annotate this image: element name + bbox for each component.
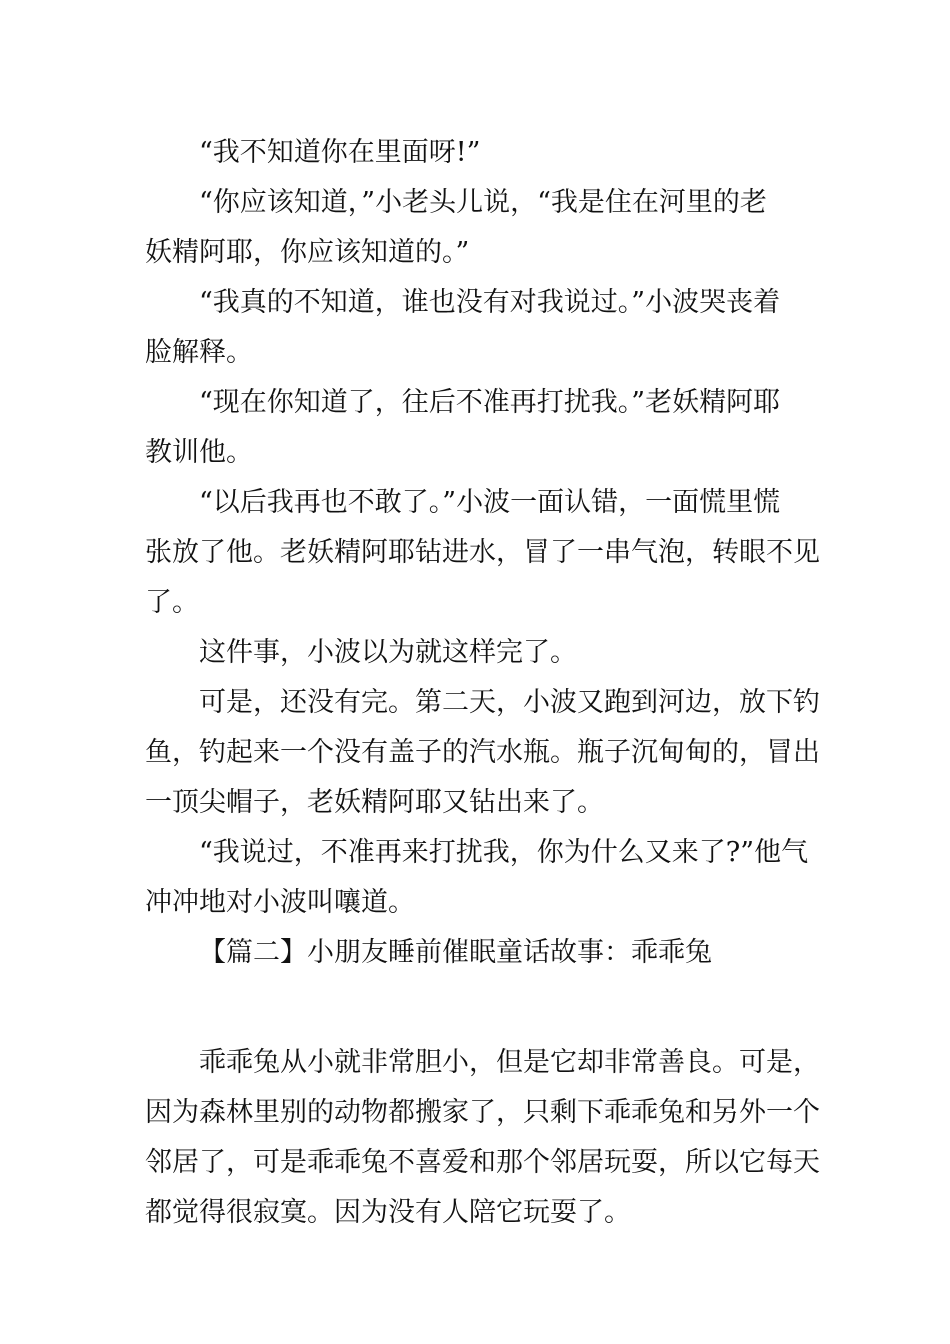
- text-line: 鱼，钓起来一个没有盖子的汽水瓶。瓶子沉甸甸的，冒出: [145, 737, 820, 768]
- text-line: “以后我再也不敢了。”小波一面认错，一面慌里慌: [199, 487, 781, 518]
- text-line: “我说过，不准再来打扰我，你为什么又来了?”他气: [199, 837, 809, 868]
- text-line: 乖乖兔从小就非常胆小，但是它却非常善良。可是，: [199, 1047, 820, 1078]
- text-line: “现在你知道了，往后不准再打扰我。”老妖精阿耶: [199, 387, 781, 418]
- section-heading: 【篇二】小朋友睡前催眠童话故事：乖乖兔: [199, 937, 712, 968]
- text-line: 脸解释。: [145, 337, 253, 368]
- text-line: 邻居了，可是乖乖兔不喜爱和那个邻居玩耍，所以它每天: [145, 1147, 820, 1178]
- text-line: 冲冲地对小波叫嚷道。: [145, 887, 415, 918]
- text-line: 教训他。: [145, 437, 253, 468]
- text-line: 这件事，小波以为就这样完了。: [199, 637, 577, 668]
- section-spacer: [145, 978, 810, 1038]
- text-line: “你应该知道，”小老头儿说，“我是住在河里的老: [199, 187, 767, 218]
- text-line: “我不知道你在里面呀!”: [199, 137, 481, 168]
- text-line: 可是，还没有完。第二天，小波又跑到河边，放下钓: [199, 687, 820, 718]
- text-line: 因为森林里别的动物都搬家了，只剩下乖乖兔和另外一个: [145, 1097, 820, 1128]
- text-line: 妖精阿耶，你应该知道的。”: [145, 237, 470, 268]
- text-line: 张放了他。老妖精阿耶钻进水，冒了一串气泡，转眼不见: [145, 537, 820, 568]
- text-line: “我真的不知道，谁也没有对我说过。”小波哭丧着: [199, 287, 781, 318]
- text-line: 了。: [145, 587, 199, 618]
- text-line: 都觉得很寂寞。因为没有人陪它玩耍了。: [145, 1197, 631, 1228]
- text-line: 一顶尖帽子，老妖精阿耶又钻出来了。: [145, 787, 604, 818]
- story-text: [145, 128, 820, 1238]
